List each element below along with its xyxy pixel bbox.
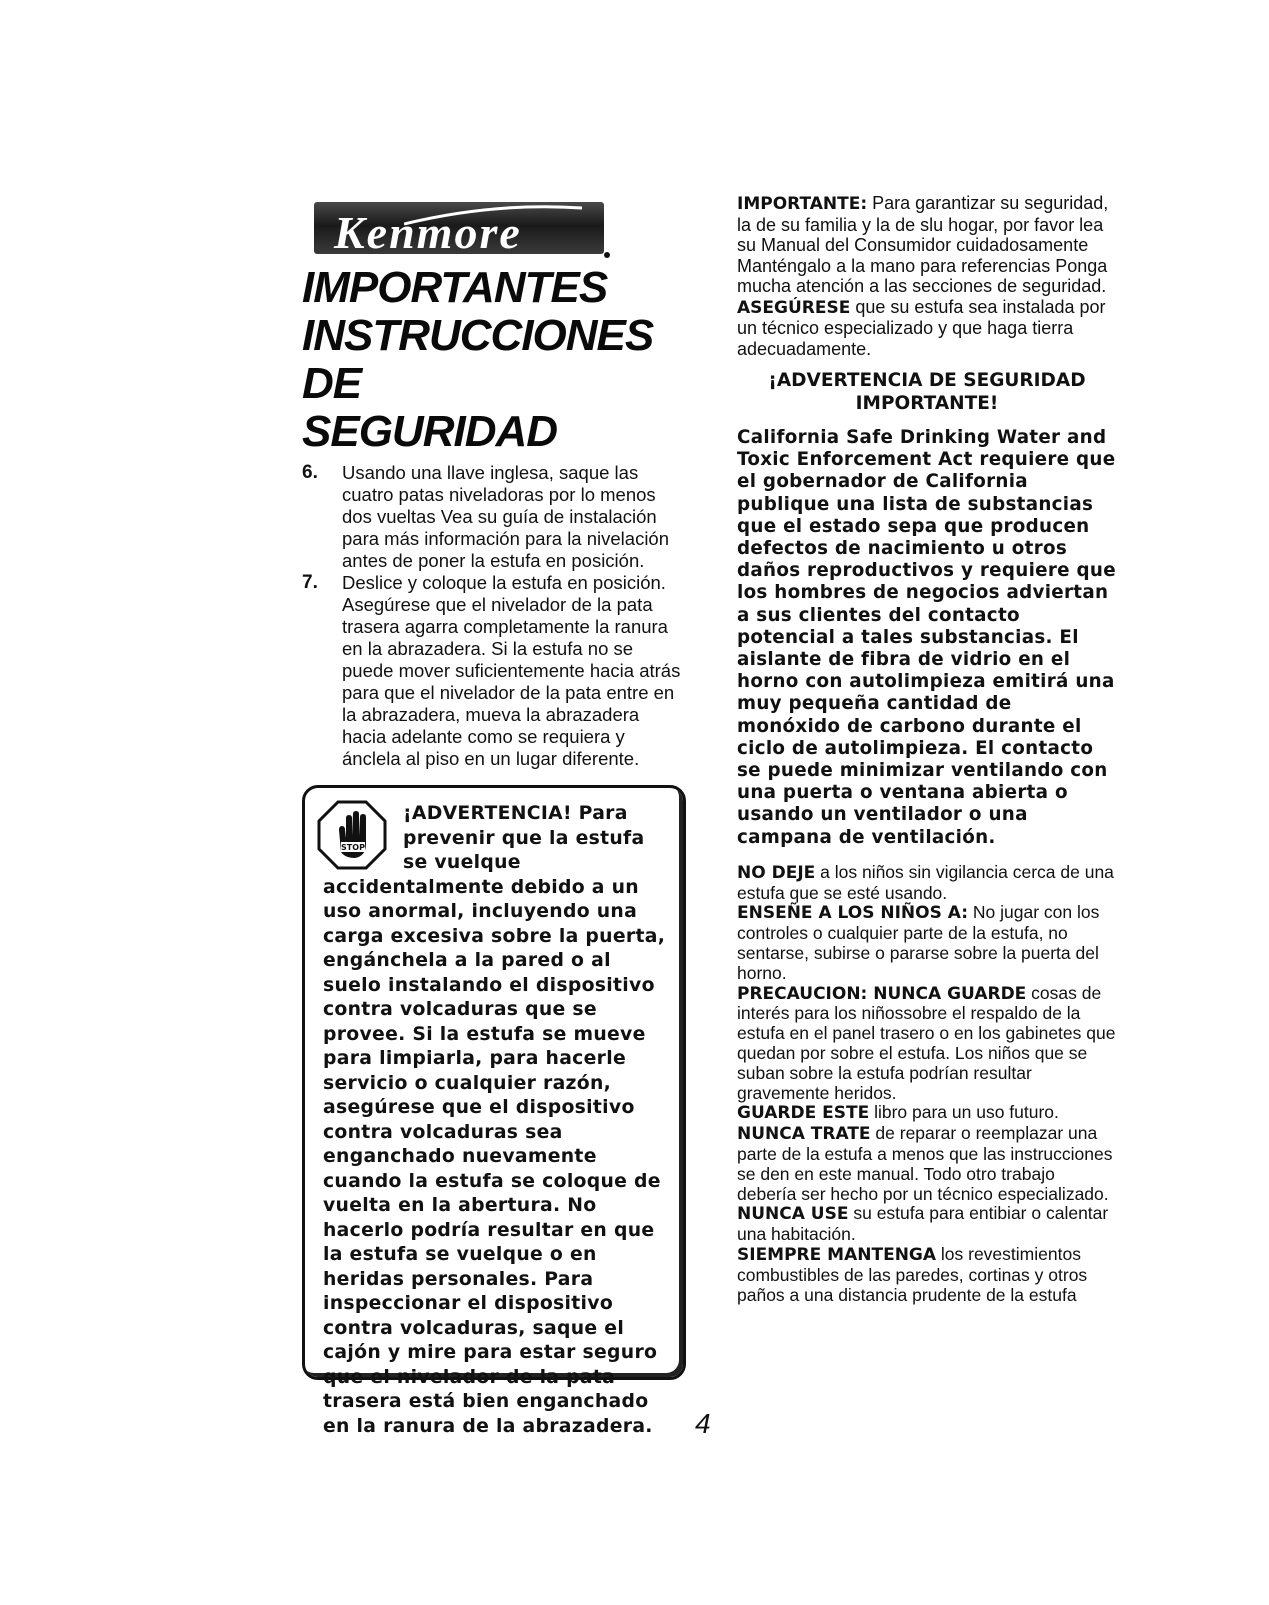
item-keyword: NO DEJE — [737, 862, 816, 883]
install-text: que su estufa sea instalada por un técnico especializado y que haga tierra adecuadamente. — [737, 296, 1106, 359]
list-item — [737, 984, 1117, 1104]
list-item — [737, 1124, 1117, 1204]
install-paragraph — [737, 297, 1117, 360]
prop65-paragraph: California Safe Drinking Water and Toxic Enforcement Act requiere que el gobernador de California publique una lista de substancias que el estado sepa que producen defectos de nacimiento u otros daños reproductivos y requiere que los hombres de negocios adviertan a sus clientes del contacto potencial a tales substancias. El aislante de fibra de vidrio en el horno con autolimpieza emitirá una muy pequeña cantidad de monóxido de carbono durante el ciclo de autolimpieza. El contacto se puede minimizar ventilando con una puerta o ventana abierta o usando un ventilador o una campana de ventilación. — [737, 427, 1116, 848]
warning-box — [302, 785, 686, 1437]
item-keyword: PRECAUCION: NUNCA GUARDE — [737, 983, 1027, 1004]
list-item — [737, 903, 1117, 983]
svg-text:STOP: STOP — [341, 843, 365, 852]
page-title — [302, 264, 687, 456]
step-text: Deslice y coloque la estufa en posición. Asegúrese que el nivelador de la pata trasera agarra completamente la ranura en la abrazadera. Si la estufa no se puede mover suficientemente hacia atrás para que el nivelador de la pata entre en la abrazadera, mueva la abrazadera hacia adelante como se requiera y ánclela al piso en un lugar diferente. — [342, 572, 681, 769]
right-column — [737, 193, 1117, 1305]
important-keyword: IMPORTANTE: — [737, 194, 868, 214]
left-column — [302, 190, 687, 1437]
item-keyword: GUARDE ESTE — [737, 1103, 870, 1124]
page-number: 4 — [695, 1408, 711, 1439]
item-keyword: SIEMPRE MANTENGA — [737, 1245, 937, 1265]
item-text: su estufa para entibiar o calentar una habitación. — [737, 1203, 1109, 1245]
step-number: 7. — [302, 572, 318, 593]
item-keyword: ENSEÑE A LOS NIÑOS A: — [737, 903, 969, 924]
item-text: cosas de interés para los niñossobre el respaldo de la estufa en el panel trasero o en los gabinetes que quedan por sobre el estufa. Los niños que se suban sobre la estufa podrían resultar gravemente heridos. — [737, 982, 1116, 1103]
stop-hand-icon — [317, 800, 387, 870]
item-text: a los niños sin vigilancia cerca de una estufa que se esté usando. — [737, 861, 1114, 903]
steps-list — [302, 462, 687, 770]
item-text: No jugar con los controles o cualquier parte de la estufa, no sentarse, subirse o pararse sobre la puerta del horno. — [737, 902, 1100, 983]
warning-body: accidentalmente debido a un uso anormal, incluyendo una carga excesiva sobre la puerta, engánchela a la pared o al suelo instalando el dispositivo contra volcaduras que se provee. Si la estufa se mueve para limpiarla, para hacerle servicio o cualquier razón, asegúrese que el dispositivo contra volcaduras sea enganchado nuevamente cuando la estufa se coloque de vuelta en la abertura. No hacerlo podría resultar en que la estufa se vuelque o en heridas personales. Para inspeccionar el dispositivo contra volcaduras, saque el cajón y mire para estar seguro que el nivelador de la pata trasera está bien enganchado en la ranura de la abrazadera. — [323, 876, 666, 1437]
step-item — [302, 462, 687, 572]
step-number: 6. — [302, 462, 318, 483]
logo-text: Kenmore — [334, 207, 522, 258]
title-line-1: IMPORTANTES — [302, 263, 608, 312]
list-item — [737, 1204, 1117, 1245]
warning-text — [323, 802, 671, 1439]
logo-dot — [604, 252, 610, 258]
safety-heading-line-1: ¡ADVERTENCIA DE SEGURIDAD — [768, 370, 1086, 391]
warning-heading: ¡ADVERTENCIA! Para prevenir que la estufa se vuelque — [403, 803, 645, 873]
logo-badge — [314, 202, 604, 258]
kenmore-logo — [302, 190, 608, 264]
item-keyword: NUNCA TRATE — [737, 1124, 871, 1145]
list-item — [737, 863, 1117, 904]
safety-heading-line-2: IMPORTANTE! — [855, 393, 999, 414]
item-keyword: NUNCA USE — [737, 1204, 849, 1225]
item-text: libro para un uso futuro. — [869, 1102, 1059, 1123]
step-text: Usando una llave inglesa, saque las cuatro patas niveladoras por lo menos dos vueltas Vea su guía de instalación para más información para la nivelación antes de poner la estufa en posición. — [342, 462, 670, 571]
item-text: de reparar o reemplazar una parte de la estufa a menos que las instrucciones se den en este manual. Todo otro trabajo debería ser hecho por un técnico especializado. — [737, 1123, 1113, 1204]
step-item — [302, 572, 687, 770]
list-item — [737, 1245, 1117, 1305]
important-paragraph — [737, 193, 1117, 297]
title-line-2: INSTRUCCIONES DE — [302, 311, 654, 408]
install-keyword: ASEGÚRESE — [737, 297, 851, 318]
list-item — [737, 1103, 1117, 1124]
safety-warning-heading — [737, 369, 1117, 415]
important-text: Para garantizar su seguridad, la de su familia y la de slu hogar, por favor lea su Manual del Consumidor cuidadosamente Manténgalo a la mano para referencias Ponga mucha atención a las secciones de seguridad. — [737, 193, 1109, 296]
title-line-3: SEGURIDAD — [302, 407, 558, 456]
item-text: los revestimientos combustibles de las paredes, cortinas y otros paños a una distancia prudente de la estufa — [737, 1244, 1088, 1305]
